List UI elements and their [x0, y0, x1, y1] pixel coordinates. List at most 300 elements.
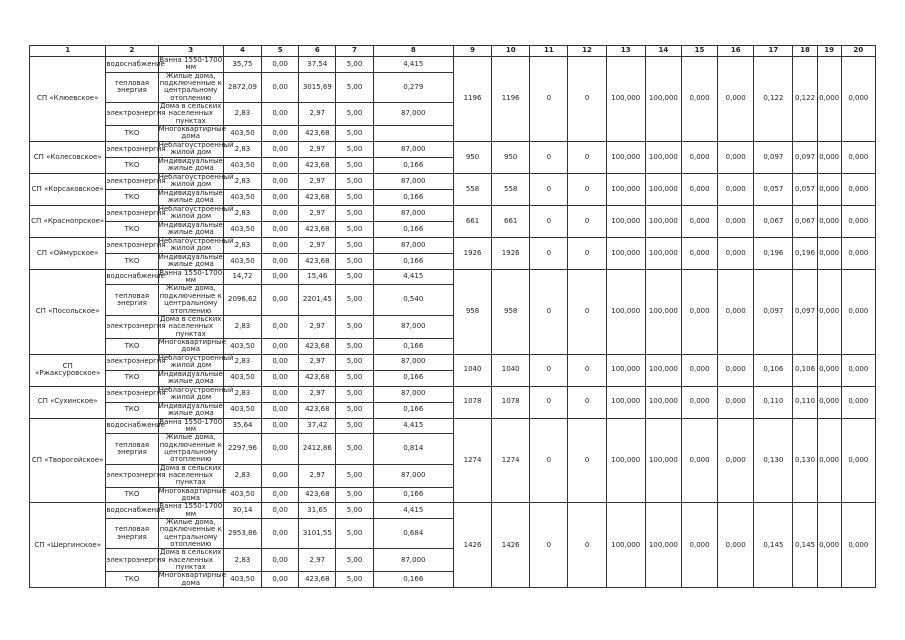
column-header: 1 — [30, 46, 106, 57]
value-cell: 5,00 — [336, 503, 373, 519]
value-cell: 5,00 — [336, 57, 373, 73]
summary-cell: 0,057 — [754, 173, 793, 205]
summary-cell: 100,000 — [606, 503, 645, 588]
column-header: 13 — [606, 46, 645, 57]
summary-cell: 0,000 — [841, 237, 875, 269]
value-cell: 4,415 — [373, 57, 453, 73]
tariff-table — [29, 45, 876, 588]
resource-type: тепловая энергия — [106, 285, 158, 315]
summary-cell: 1196 — [453, 57, 491, 142]
value-cell: 2,83 — [223, 173, 261, 189]
column-header: 19 — [817, 46, 841, 57]
resource-type: тепловая энергия — [106, 519, 158, 549]
summary-cell: 0,000 — [718, 141, 754, 173]
summary-cell: 0 — [568, 205, 606, 237]
settlement-name: СП «Шергинское» — [30, 503, 106, 588]
resource-type: электроэнергия — [106, 354, 158, 370]
summary-cell: 1274 — [453, 418, 491, 503]
summary-cell: 0,000 — [841, 205, 875, 237]
summary-cell: 958 — [453, 269, 491, 354]
resource-type: ТКО — [106, 189, 158, 205]
value-cell: 2,97 — [299, 173, 336, 189]
column-header: 6 — [299, 46, 336, 57]
value-cell: 2,83 — [223, 315, 261, 338]
value-cell: 5,00 — [336, 549, 373, 572]
value-cell: 5,00 — [336, 103, 373, 126]
summary-cell: 661 — [492, 205, 530, 237]
value-cell: 2953,86 — [223, 519, 261, 549]
summary-cell: 100,000 — [645, 173, 681, 205]
value-cell: 2,83 — [223, 237, 261, 253]
value-cell: 0,166 — [373, 402, 453, 418]
value-cell: 0,00 — [262, 72, 299, 102]
settlement-name: СП «Оймурское» — [30, 237, 106, 269]
value-cell: 0,00 — [262, 189, 299, 205]
resource-type: ТКО — [106, 221, 158, 237]
column-header: 10 — [492, 46, 530, 57]
summary-cell: 0,000 — [681, 173, 717, 205]
resource-type: тепловая энергия — [106, 434, 158, 464]
value-cell: 423,68 — [299, 338, 336, 354]
resource-type: электроэнергия — [106, 103, 158, 126]
summary-cell: 100,000 — [606, 141, 645, 173]
summary-cell: 0,000 — [817, 141, 841, 173]
summary-cell: 0 — [568, 173, 606, 205]
summary-cell: 0,130 — [754, 418, 793, 503]
consumer-category: Дома в сельских населенных пунктах — [160, 102, 222, 125]
table-row — [30, 237, 876, 253]
summary-cell: 0 — [530, 237, 568, 269]
column-header: 15 — [681, 46, 717, 57]
consumer-category: Жилые дома, подключенные к центральному отоплению — [159, 284, 222, 315]
value-cell: 0,00 — [262, 418, 299, 434]
value-cell: 0,166 — [373, 157, 453, 173]
summary-cell: 0,000 — [841, 503, 875, 588]
value-cell: 5,00 — [336, 464, 373, 487]
value-cell: 0,00 — [262, 519, 299, 549]
summary-cell: 0,057 — [793, 173, 817, 205]
summary-cell: 0,000 — [718, 205, 754, 237]
summary-cell: 0,000 — [681, 386, 717, 418]
summary-cell: 0 — [530, 57, 568, 142]
settlement-name: СП «Колесовское» — [30, 141, 106, 173]
summary-cell: 100,000 — [645, 418, 681, 503]
value-cell: 5,00 — [336, 189, 373, 205]
value-cell: 0,00 — [262, 386, 299, 402]
value-cell: 0,00 — [262, 141, 299, 157]
summary-cell: 0 — [568, 503, 606, 588]
summary-cell: 0,067 — [793, 205, 817, 237]
consumer-category: Индивидуальные жилые дома — [158, 156, 223, 173]
value-cell: 14,72 — [223, 269, 261, 285]
value-cell: 37,42 — [299, 418, 336, 434]
summary-cell: 100,000 — [645, 503, 681, 588]
summary-cell: 100,000 — [606, 386, 645, 418]
summary-cell: 958 — [492, 269, 530, 354]
summary-cell: 0,000 — [718, 237, 754, 269]
consumer-category: Многоквартирные дома — [158, 337, 227, 354]
summary-cell: 0,000 — [817, 237, 841, 269]
value-cell: 4,415 — [373, 269, 453, 285]
value-cell: 0,00 — [262, 221, 299, 237]
resource-type: водоснабжение — [106, 503, 158, 519]
table-row — [30, 269, 876, 285]
summary-cell: 0,000 — [841, 418, 875, 503]
value-cell: 5,00 — [336, 253, 373, 269]
value-cell: 2,83 — [223, 103, 261, 126]
summary-cell: 0,110 — [754, 386, 793, 418]
value-cell: 5,00 — [336, 285, 373, 315]
summary-cell: 0,122 — [754, 57, 793, 142]
value-cell: 87,000 — [373, 464, 453, 487]
summary-cell: 1274 — [492, 418, 530, 503]
table-row — [30, 503, 876, 519]
summary-cell: 0,000 — [718, 503, 754, 588]
consumer-category: Неблагоустроенный жилой дом — [158, 353, 234, 370]
column-header: 9 — [453, 46, 491, 57]
summary-cell: 100,000 — [645, 269, 681, 354]
summary-cell: 0 — [568, 237, 606, 269]
summary-cell: 0,000 — [817, 57, 841, 142]
value-cell: 87,000 — [373, 386, 453, 402]
value-cell: 5,00 — [336, 519, 373, 549]
value-cell — [373, 126, 453, 142]
summary-cell: 1078 — [453, 386, 491, 418]
summary-cell: 0,000 — [681, 503, 717, 588]
summary-cell: 0,000 — [718, 57, 754, 142]
value-cell: 5,00 — [336, 237, 373, 253]
value-cell: 5,00 — [336, 402, 373, 418]
summary-cell: 0,000 — [841, 57, 875, 142]
resource-type: электроэнергия — [106, 386, 158, 402]
value-cell: 403,50 — [223, 253, 261, 269]
value-cell: 0,00 — [262, 464, 299, 487]
value-cell: 87,000 — [373, 103, 453, 126]
value-cell: 87,000 — [373, 205, 453, 221]
summary-cell: 0,097 — [793, 141, 817, 173]
value-cell: 2,83 — [223, 205, 261, 221]
summary-cell: 0,145 — [754, 503, 793, 588]
summary-cell: 0,000 — [817, 386, 841, 418]
value-cell: 0,00 — [262, 205, 299, 221]
table-row — [30, 386, 876, 402]
value-cell: 5,00 — [336, 354, 373, 370]
resource-type: электроэнергия — [106, 464, 158, 487]
resource-type: ТКО — [106, 157, 158, 173]
value-cell: 2,83 — [223, 386, 261, 402]
summary-cell: 100,000 — [645, 57, 681, 142]
value-cell: 0,00 — [262, 354, 299, 370]
value-cell: 15,46 — [299, 269, 336, 285]
summary-cell: 0,145 — [793, 503, 817, 588]
table-row — [30, 57, 876, 73]
value-cell: 5,00 — [336, 126, 373, 142]
column-header: 17 — [754, 46, 793, 57]
consumer-category: Дома в сельских населенных пунктах — [160, 548, 222, 572]
value-cell: 0,166 — [373, 487, 453, 503]
summary-cell: 0,000 — [841, 269, 875, 354]
summary-cell: 0,000 — [718, 386, 754, 418]
consumer-category: Ванна 1550-1700 мм — [159, 268, 223, 285]
value-cell: 423,68 — [299, 572, 336, 588]
value-cell: 423,68 — [299, 402, 336, 418]
table-body — [30, 57, 876, 588]
value-cell: 403,50 — [223, 221, 261, 237]
value-cell: 5,00 — [336, 72, 373, 102]
summary-cell: 100,000 — [606, 173, 645, 205]
value-cell: 0,00 — [262, 549, 299, 572]
resource-type: электроэнергия — [106, 205, 158, 221]
summary-cell: 0 — [530, 418, 568, 503]
summary-cell: 0,000 — [681, 237, 717, 269]
summary-cell: 1040 — [492, 354, 530, 386]
summary-cell: 0,000 — [681, 269, 717, 354]
summary-cell: 100,000 — [645, 386, 681, 418]
column-header: 2 — [106, 46, 158, 57]
summary-cell: 100,000 — [606, 354, 645, 386]
column-header: 5 — [262, 46, 299, 57]
summary-cell: 0,000 — [817, 205, 841, 237]
consumer-category: Неблагоустроенный жилой дом — [158, 204, 234, 221]
summary-cell: 0,000 — [718, 173, 754, 205]
value-cell: 423,68 — [299, 157, 336, 173]
table-header — [30, 46, 876, 57]
value-cell: 0,00 — [262, 269, 299, 285]
table-row — [30, 418, 876, 434]
value-cell: 0,00 — [262, 487, 299, 503]
value-cell: 423,68 — [299, 189, 336, 205]
consumer-category: Ванна 1550-1700 мм — [159, 417, 223, 433]
summary-cell: 0 — [530, 141, 568, 173]
summary-cell: 0,122 — [793, 57, 817, 142]
resource-type: электроэнергия — [106, 237, 158, 253]
value-cell: 87,000 — [373, 549, 453, 572]
summary-cell: 0,196 — [793, 237, 817, 269]
summary-cell: 0 — [530, 354, 568, 386]
column-header: 18 — [793, 46, 817, 57]
value-cell: 0,00 — [262, 126, 299, 142]
consumer-category: Неблагоустроенный жилой дом — [158, 385, 234, 402]
value-cell: 4,415 — [373, 418, 453, 434]
value-cell: 423,68 — [299, 253, 336, 269]
value-cell: 0,00 — [262, 503, 299, 519]
summary-cell: 0,000 — [841, 386, 875, 418]
summary-cell: 0 — [568, 418, 606, 503]
value-cell: 0,00 — [262, 173, 299, 189]
value-cell: 31,65 — [299, 503, 336, 519]
column-header: 14 — [645, 46, 681, 57]
summary-cell: 0,000 — [681, 57, 717, 142]
summary-cell: 100,000 — [606, 57, 645, 142]
consumer-category: Жилые дома, подключенные к центральному отоплению — [159, 71, 222, 102]
value-cell: 5,00 — [336, 572, 373, 588]
value-cell: 0,00 — [262, 253, 299, 269]
resource-type: электроэнергия — [106, 315, 158, 338]
resource-type: электроэнергия — [106, 173, 158, 189]
value-cell: 0,00 — [262, 103, 299, 126]
summary-cell: 0,000 — [718, 354, 754, 386]
value-cell: 0,279 — [373, 72, 453, 102]
summary-cell: 0 — [568, 57, 606, 142]
value-cell: 35,75 — [223, 57, 261, 73]
consumer-category: Многоквартирные дома — [158, 571, 227, 587]
summary-cell: 0,097 — [793, 269, 817, 354]
value-cell: 0,00 — [262, 57, 299, 73]
summary-cell: 0,097 — [754, 141, 793, 173]
summary-cell: 0,000 — [718, 269, 754, 354]
value-cell: 2,97 — [299, 386, 336, 402]
resource-type: водоснабжение — [106, 269, 158, 285]
table-row — [30, 141, 876, 157]
summary-cell: 100,000 — [606, 418, 645, 503]
summary-cell: 558 — [492, 173, 530, 205]
column-header: 7 — [336, 46, 373, 57]
consumer-category: Многоквартирные дома — [158, 125, 227, 141]
value-cell: 0,00 — [262, 157, 299, 173]
summary-cell: 1196 — [492, 57, 530, 142]
value-cell: 423,68 — [299, 221, 336, 237]
value-cell: 0,166 — [373, 572, 453, 588]
summary-cell: 0,106 — [793, 354, 817, 386]
value-cell: 0,00 — [262, 315, 299, 338]
column-header: 4 — [223, 46, 261, 57]
value-cell: 2,97 — [299, 315, 336, 338]
value-cell: 0,00 — [262, 402, 299, 418]
value-cell: 5,00 — [336, 157, 373, 173]
summary-cell: 100,000 — [645, 354, 681, 386]
value-cell: 2297,96 — [223, 434, 261, 464]
consumer-category: Индивидуальные жилые дома — [158, 369, 223, 386]
consumer-category: Дома в сельских населенных пунктах — [160, 463, 222, 487]
consumer-category: Неблагоустроенный жилой дом — [158, 140, 234, 157]
value-cell: 5,00 — [336, 434, 373, 464]
value-cell: 5,00 — [336, 269, 373, 285]
summary-cell: 0 — [568, 354, 606, 386]
value-cell: 2,83 — [223, 354, 261, 370]
settlement-name: СП «Творогойское» — [30, 418, 106, 503]
summary-cell: 0,097 — [754, 269, 793, 354]
summary-cell: 0,000 — [841, 141, 875, 173]
consumer-category: Неблагоустроенный жилой дом — [158, 172, 234, 189]
table-row — [30, 205, 876, 221]
summary-cell: 100,000 — [606, 237, 645, 269]
value-cell: 423,68 — [299, 487, 336, 503]
settlement-name: СП «Сухинское» — [30, 386, 106, 418]
value-cell: 30,14 — [223, 503, 261, 519]
summary-cell: 0,000 — [681, 141, 717, 173]
summary-cell: 0,000 — [718, 418, 754, 503]
consumer-category: Жилые дома, подключенные к центральному отоплению — [159, 518, 222, 549]
value-cell: 0,166 — [373, 189, 453, 205]
summary-cell: 0,000 — [817, 418, 841, 503]
value-cell: 423,68 — [299, 370, 336, 386]
value-cell: 2,83 — [223, 141, 261, 157]
summary-cell: 0 — [568, 386, 606, 418]
resource-type: электроэнергия — [106, 141, 158, 157]
summary-cell: 1426 — [453, 503, 491, 588]
value-cell: 403,50 — [223, 338, 261, 354]
value-cell: 5,00 — [336, 338, 373, 354]
summary-cell: 100,000 — [606, 269, 645, 354]
summary-cell: 0 — [530, 386, 568, 418]
resource-type: ТКО — [106, 126, 158, 142]
value-cell: 2,97 — [299, 205, 336, 221]
summary-cell: 100,000 — [645, 141, 681, 173]
value-cell: 5,00 — [336, 386, 373, 402]
summary-cell: 0 — [530, 205, 568, 237]
value-cell: 2,97 — [299, 103, 336, 126]
value-cell: 403,50 — [223, 402, 261, 418]
value-cell: 37,54 — [299, 57, 336, 73]
summary-cell: 661 — [453, 205, 491, 237]
value-cell: 2,83 — [223, 464, 261, 487]
summary-cell: 1040 — [453, 354, 491, 386]
summary-cell: 0 — [530, 173, 568, 205]
settlement-name: СП «Клюевское» — [30, 57, 106, 142]
value-cell: 87,000 — [373, 315, 453, 338]
summary-cell: 0,000 — [841, 354, 875, 386]
summary-cell: 950 — [492, 141, 530, 173]
value-cell: 0,540 — [373, 285, 453, 315]
header-row — [30, 46, 876, 57]
value-cell: 3101,55 — [299, 519, 336, 549]
value-cell: 87,000 — [373, 354, 453, 370]
value-cell: 0,00 — [262, 237, 299, 253]
value-cell: 5,00 — [336, 141, 373, 157]
summary-cell: 0,000 — [817, 269, 841, 354]
summary-cell: 950 — [453, 141, 491, 173]
value-cell: 423,68 — [299, 126, 336, 142]
summary-cell: 0,067 — [754, 205, 793, 237]
summary-cell: 0 — [568, 141, 606, 173]
value-cell: 3015,69 — [299, 72, 336, 102]
value-cell: 403,50 — [223, 126, 261, 142]
settlement-name: СП «Корсаковское» — [30, 173, 106, 205]
value-cell: 35,64 — [223, 418, 261, 434]
resource-type: ТКО — [106, 572, 158, 588]
column-header: 8 — [373, 46, 453, 57]
column-header: 3 — [158, 46, 223, 57]
value-cell: 0,166 — [373, 253, 453, 269]
resource-type: водоснабжение — [106, 57, 158, 73]
table-row — [30, 173, 876, 189]
summary-cell: 0 — [530, 503, 568, 588]
value-cell: 0,00 — [262, 338, 299, 354]
value-cell: 5,00 — [336, 205, 373, 221]
consumer-category: Ванна 1550-1700 мм — [159, 56, 223, 72]
summary-cell: 1426 — [492, 503, 530, 588]
consumer-category: Дома в сельских населенных пунктах — [160, 314, 222, 338]
consumer-category: Жилые дома, подключенные к центральному отоплению — [159, 433, 222, 464]
settlement-name: СП «Посольское» — [30, 269, 106, 354]
value-cell: 0,166 — [373, 370, 453, 386]
settlement-name: СП «Краснопрское» — [30, 205, 106, 237]
summary-cell: 0,000 — [817, 354, 841, 386]
resource-type: ТКО — [106, 370, 158, 386]
resource-type: ТКО — [106, 338, 158, 354]
summary-cell: 558 — [453, 173, 491, 205]
summary-cell: 0,000 — [841, 173, 875, 205]
column-header: 16 — [718, 46, 754, 57]
value-cell: 5,00 — [336, 315, 373, 338]
resource-type: ТКО — [106, 253, 158, 269]
resource-type: водоснабжение — [106, 418, 158, 434]
value-cell: 2,97 — [299, 549, 336, 572]
value-cell: 5,00 — [336, 173, 373, 189]
value-cell: 0,166 — [373, 221, 453, 237]
consumer-category: Индивидуальные жилые дома — [158, 401, 223, 418]
summary-cell: 1926 — [492, 237, 530, 269]
